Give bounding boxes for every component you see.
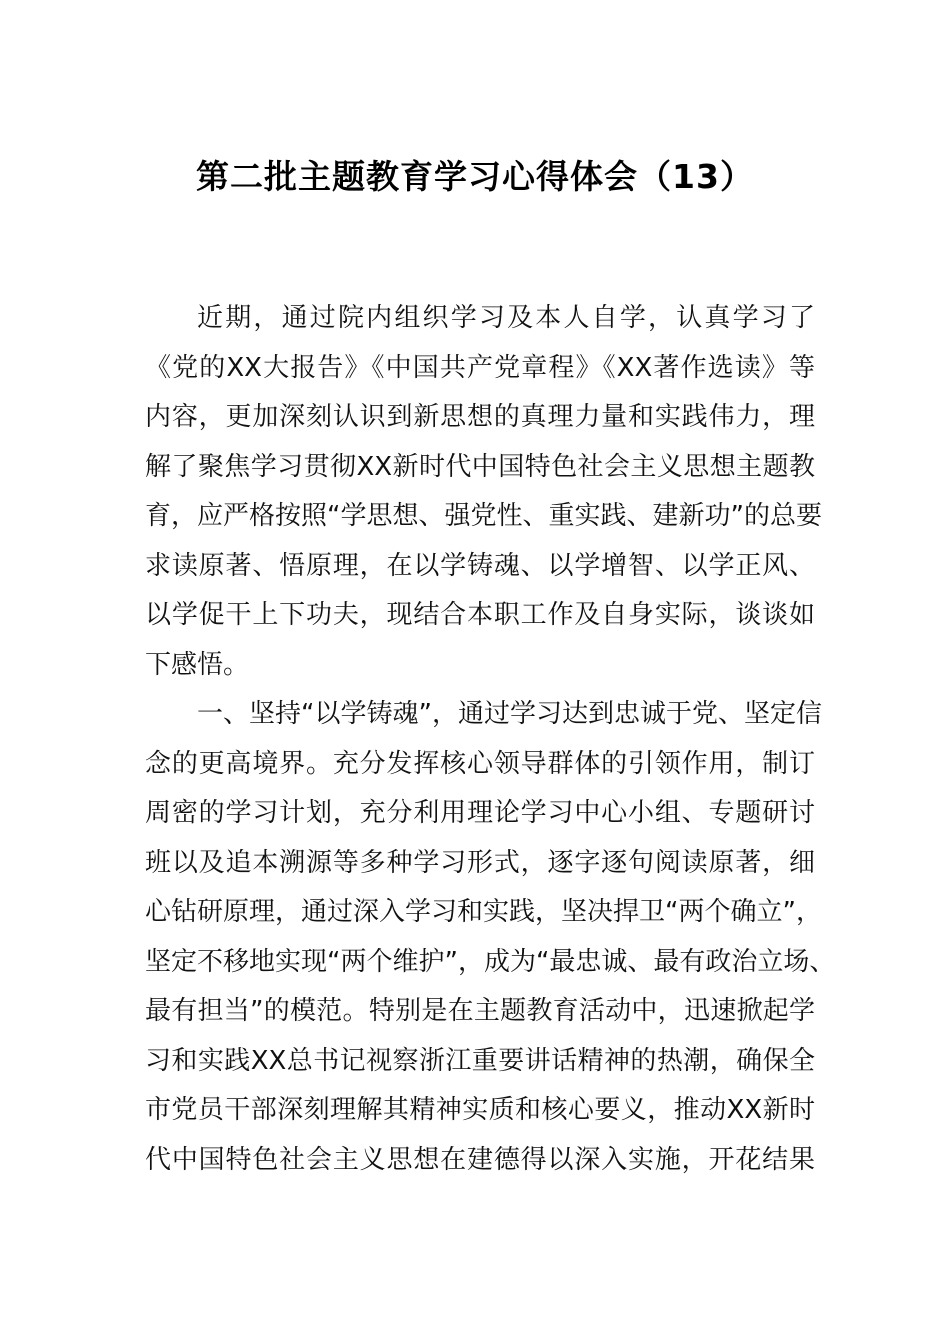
paragraph-line: 代中国特色社会主义思想在建德得以深入实施，开花结果	[145, 1144, 815, 1175]
paragraph-line: 近期，通过院内组织学习及本人自学，认真学习了	[197, 303, 815, 333]
paragraph-line: 周密的学习计划，充分利用理论学习中心小组、专题研讨	[145, 798, 815, 828]
paragraph-line: 解了聚焦学习贯彻XX新时代中国特色社会主义思想主题教	[145, 451, 815, 482]
paragraph-line: 习和实践XX总书记视察浙江重要讲话精神的热潮，确保全	[145, 1045, 815, 1076]
paragraph-line: 育，应严格按照“学思想、强党性、重实践、建新功”的总要	[145, 501, 822, 531]
paragraph-line: 《党的XX大报告》《中国共产党章程》《XX著作选读》等	[145, 352, 815, 383]
paragraph-line: 念的更高境界。充分发挥核心领导群体的引领作用，制订	[145, 748, 815, 779]
paragraph-line: 坚定不移地实现“两个维护”，成为“最忠诚、最有政治立场、	[145, 946, 836, 977]
paragraph-line: 班以及追本溯源等多种学习形式，逐字逐句阅读原著，细	[145, 847, 815, 878]
paragraph-line: 以学促干上下功夫，现结合本职工作及自身实际，谈谈如	[145, 600, 815, 630]
paragraph-line: 下感悟。	[145, 649, 250, 680]
document-title: 第二批主题教育学习心得体会（13）	[196, 157, 754, 196]
paragraph-line: 内容，更加深刻认识到新思想的真理力量和实践伟力，理	[145, 402, 815, 432]
paragraph-line: 心钻研原理，通过深入学习和实践，坚决捍卫“两个确立”，	[145, 897, 822, 927]
paragraph-line: 求读原著、悟原理，在以学铸魂、以学增智、以学正风、	[145, 550, 815, 581]
paragraph-line: 最有担当”的模范。特别是在主题教育活动中，迅速掀起学	[145, 996, 815, 1026]
paragraph-line: 市党员干部深刻理解其精神实质和核心要义，推动XX新时	[145, 1095, 815, 1125]
paragraph-line: 一、坚持“以学铸魂”，通过学习达到忠诚于党、坚定信	[197, 699, 822, 729]
document-body	[145, 294, 836, 1185]
